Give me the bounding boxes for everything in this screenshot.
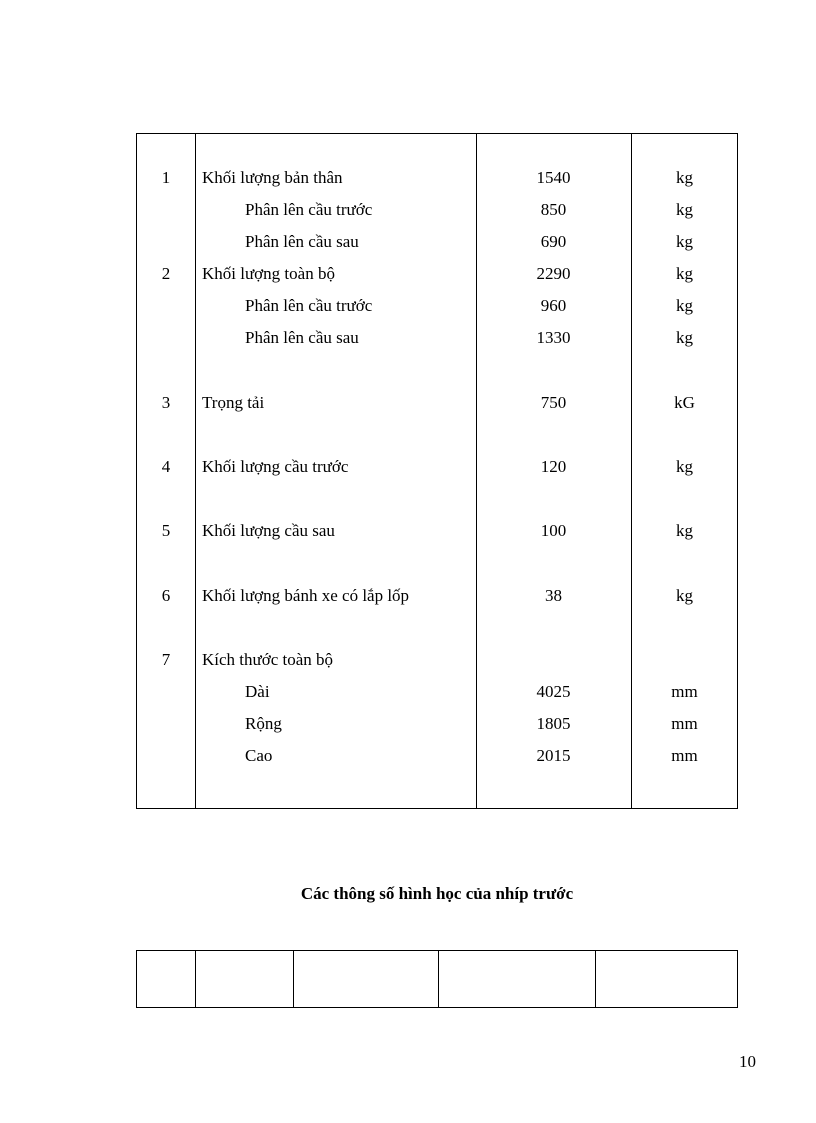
row-unit: mm <box>671 682 698 701</box>
table-cell <box>595 951 737 1007</box>
table-row <box>137 227 737 257</box>
table-cell <box>438 951 595 1007</box>
row-unit: kg <box>676 264 693 283</box>
row-unit: mm <box>671 746 698 765</box>
table-row <box>137 195 737 225</box>
row-unit: kg <box>676 168 693 187</box>
row-unit: mm <box>671 714 698 733</box>
row-number: 7 <box>161 650 171 669</box>
table-row <box>137 516 737 546</box>
row-label: Dài <box>245 682 270 701</box>
row-label: Khối lượng bánh xe có lắp lốp <box>202 586 410 605</box>
row-value: 100 <box>540 521 567 540</box>
row-value: 38 <box>545 586 562 605</box>
row-value: 2290 <box>536 264 571 283</box>
table-row <box>137 741 737 771</box>
row-unit: kg <box>676 200 693 219</box>
table-row <box>137 452 737 482</box>
row-unit: kg <box>676 521 693 540</box>
row-value: 750 <box>540 393 567 412</box>
row-number: 6 <box>161 586 171 605</box>
row-unit: kg <box>676 232 693 251</box>
row-number: 1 <box>161 168 171 187</box>
table-row <box>137 323 737 353</box>
row-value: 1330 <box>536 328 571 347</box>
page-number: 10 <box>739 1052 756 1071</box>
row-label: Phân lên cầu sau <box>245 328 359 347</box>
row-value: 2015 <box>536 746 571 765</box>
row-value: 4025 <box>536 682 571 701</box>
row-label: Trọng tải <box>202 393 265 412</box>
row-label: Phân lên cầu trước <box>245 200 373 219</box>
section-title: Các thông số hình học của nhíp trước <box>300 884 574 903</box>
row-value: 120 <box>540 457 567 476</box>
table-cell <box>137 951 195 1007</box>
row-label: Kích thước toàn bộ <box>202 650 334 669</box>
row-value: 1540 <box>536 168 571 187</box>
table-row <box>137 291 737 321</box>
row-label: Khối lượng bản thân <box>202 168 343 187</box>
row-value: 690 <box>540 232 567 251</box>
table-row <box>137 388 737 418</box>
row-unit: kg <box>676 457 693 476</box>
row-unit: kG <box>674 393 695 412</box>
row-label: Phân lên cầu sau <box>245 232 359 251</box>
table-row <box>137 709 737 739</box>
row-value: 850 <box>540 200 567 219</box>
row-unit: kg <box>676 296 693 315</box>
row-number: 5 <box>161 521 171 540</box>
row-unit: kg <box>676 586 693 605</box>
row-number: 4 <box>161 457 171 476</box>
table-cell <box>195 951 293 1007</box>
table-row <box>137 581 737 611</box>
row-label: Khối lượng cầu trước <box>202 457 349 476</box>
table-row <box>137 259 737 289</box>
row-unit: kg <box>676 328 693 347</box>
table-row <box>137 645 737 675</box>
table-row <box>137 677 737 707</box>
row-label: Khối lượng toàn bộ <box>202 264 335 283</box>
row-label: Khối lượng cầu sau <box>202 521 335 540</box>
vehicle-spec-table <box>136 133 738 809</box>
row-label: Cao <box>245 746 273 765</box>
row-value: 960 <box>540 296 567 315</box>
row-label: Rộng <box>245 714 282 733</box>
table-cell <box>293 951 438 1007</box>
table-row <box>137 163 737 193</box>
row-number: 3 <box>161 393 171 412</box>
row-label: Phân lên cầu trước <box>245 296 373 315</box>
row-value: 1805 <box>536 714 571 733</box>
leaf-spring-geometry-table <box>136 950 738 1008</box>
row-number: 2 <box>161 264 171 283</box>
